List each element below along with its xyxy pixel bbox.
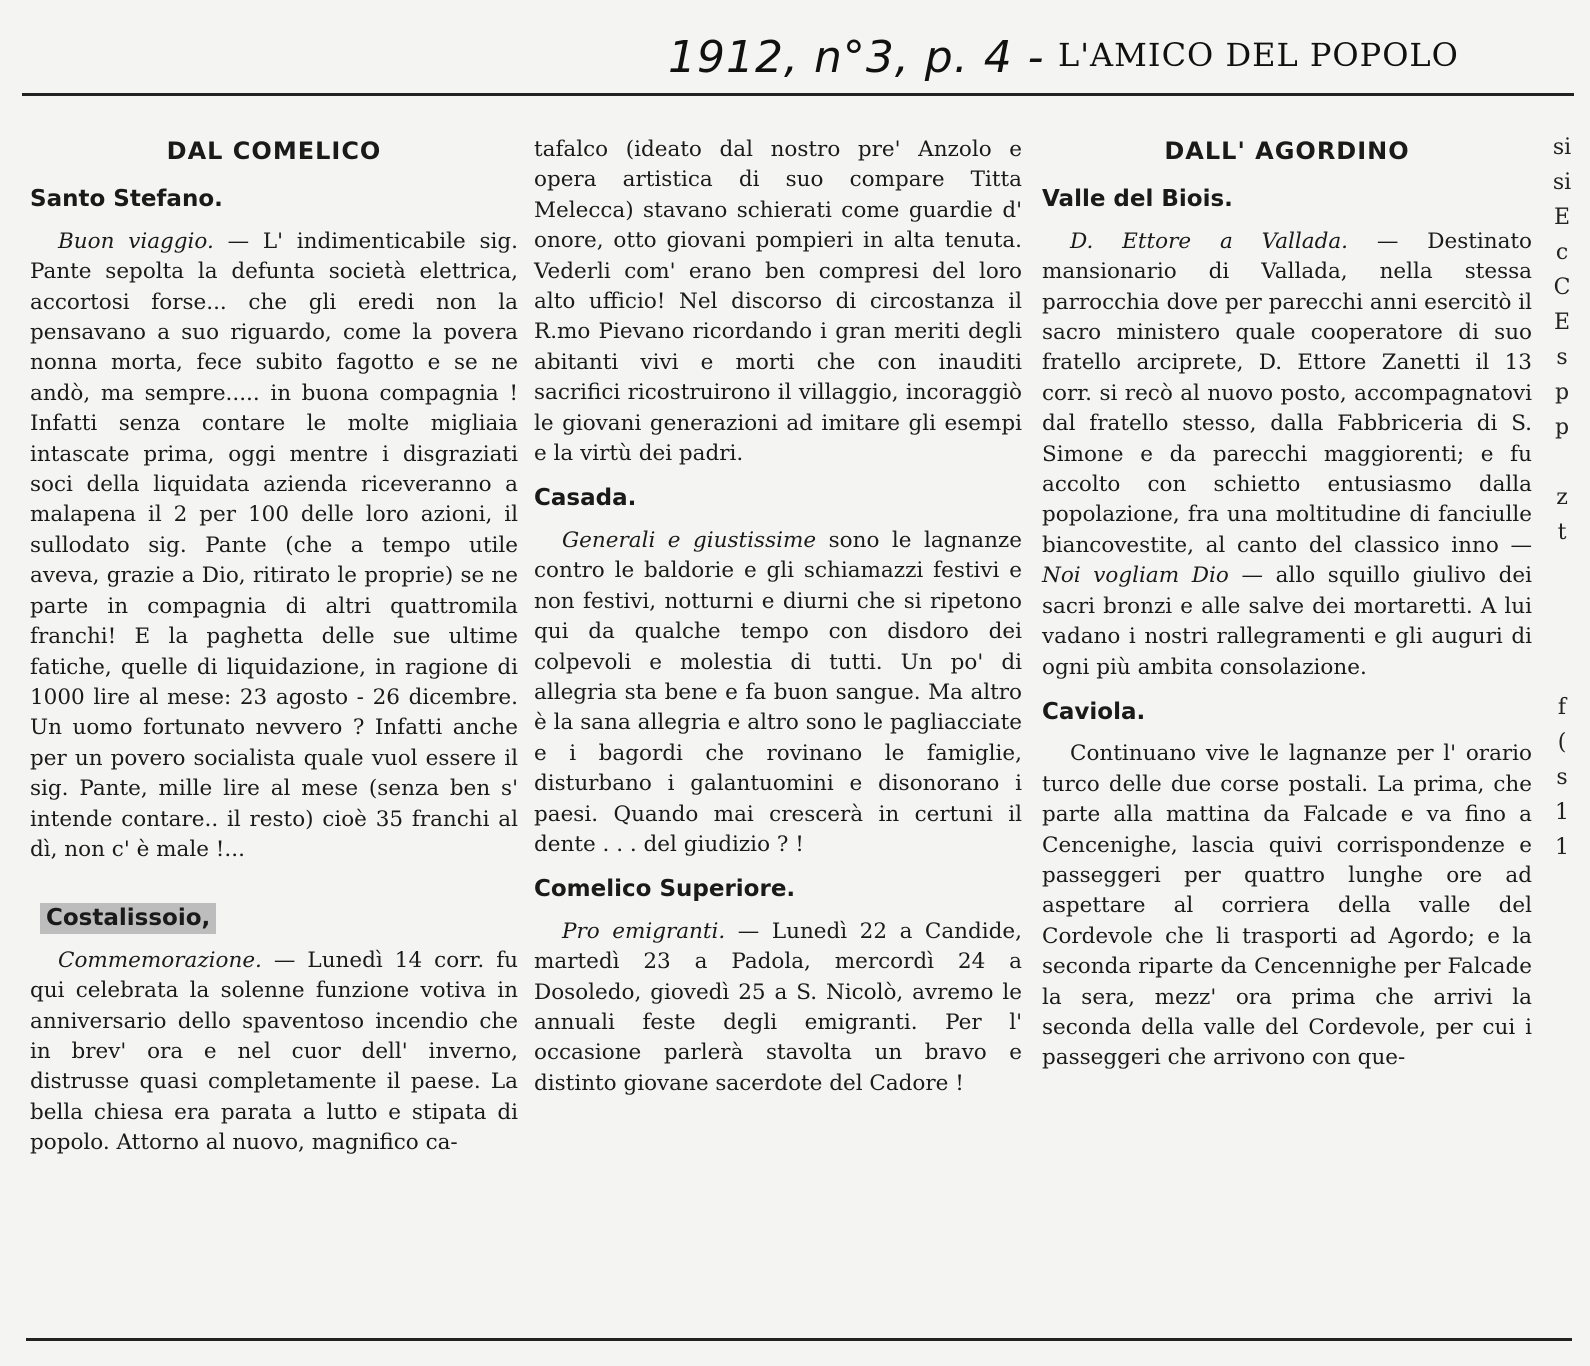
article-text: — allo squillo giulivo dei sacri bronzi e alle salve dei mortaretti. A lui vadano i nostri rallegramenti e gli auguri di ogni più ambita consolazione. — [1042, 563, 1533, 680]
edge-fragment: si — [1552, 135, 1572, 160]
edge-fragment: E — [1553, 310, 1571, 335]
article-lead: Buon viaggio. — [58, 228, 214, 254]
edge-gap — [1542, 550, 1582, 690]
newspaper-masthead: L'AMICO DEL POPOLO — [1058, 36, 1459, 74]
article-place-casada: Casada. — [534, 485, 637, 512]
article-text: — Lunedì 14 corr. fu qui celebrata la solenne funzione votiva in anniversario dello spaventoso incendio che in brev' ora e nel cuor dell' inverno, distrusse quasi completamente il paese. La bella chiesa era parata a lutto e stipata di popolo. Attorno al nuovo, magnifico ca- — [30, 947, 518, 1156]
article-body-santo-stefano — [30, 227, 518, 866]
article-place-santo-stefano: Santo Stefano. — [30, 186, 223, 213]
article-lead: D. Ettore a Vallada. — [1070, 228, 1348, 254]
article-place-valle-del-biois: Valle del Biois. — [1042, 186, 1233, 213]
edge-fragment: ( — [1557, 730, 1567, 755]
edge-fragment: C — [1553, 275, 1571, 300]
section-title-agordino: DALL' AGORDINO — [1164, 137, 1410, 165]
edge-fragment: c — [1555, 240, 1569, 265]
section-title-comelico: DAL COMELICO — [166, 137, 382, 165]
article-body-costalissoio — [30, 946, 518, 1159]
edge-fragment: 1 — [1555, 800, 1569, 825]
article-body-casada — [534, 526, 1022, 860]
edge-fragment: p — [1554, 415, 1570, 440]
hymn-title: Noi vogliam Dio — [1042, 563, 1229, 589]
edge-fragment: si — [1552, 170, 1572, 195]
article-place-caviola: Caviola. — [1042, 698, 1146, 725]
article-text: — Destinato mansionario di Vallada, nella stessa parrocchia dove per parecchi anni esercitò il sacro ministero quale cooperatore di suo fratello arciprete, D. Ettore Zanetti il 13 corr. si recò al nuovo posto, accompagnatovi dal fratello stesso, dalla Fabbriceria di S. Simone e da parecchi maggiorenti; e fu accolto con schietto entusiasmo dalla popolazione, fra una moltitudine di fanciulle biancovestite, al canto del classico inno — — [1042, 228, 1532, 558]
column-2 — [534, 135, 1022, 1109]
handwritten-annotation: 1912, n°3, p. 4 - — [668, 32, 1045, 83]
edge-fragment: f — [1557, 695, 1567, 720]
column-1 — [30, 128, 518, 1169]
article-lead: Generali e giustissime — [562, 527, 817, 553]
article-lead: Pro emigranti. — [562, 918, 726, 944]
edge-fragment: s — [1556, 345, 1568, 370]
article-body-caviola: Continuano vive le lagnanze per l' orario turco delle due corse postali. La prima, che parte alla mattina da Falcade e va fino a Cencenighe, lascia quivi corrispondenze e passeggeri per quattro lunghe ore ad aspettare al corriera della valle del Cordevole che li trasporti ad Agordo; e la seconda riparte da Cencennighe per Falcade la sera, mezz' ora prima che arrivi la seconda della valle del Cordevole, per cui i passeggeri che arrivono con que- — [1042, 741, 1532, 1071]
article-text: — Lunedì 22 a Candide, martedì 23 a Padola, mercordì 24 a Dosoledo, giovedì 25 a S. Nicolò, avremo le annuali feste degli emigranti. Per l' occasione parlerà stavolta un bravo e distinto giovane sacerdote del Cadore ! — [534, 918, 1022, 1096]
article-text: sono le lagnanze contro le baldorie e gli schiamazzi festivi e non festivi, notturni e diurni che si ripetono qui da qualche tempo con disdoro dei colpevoli e molestia di tutti. Un po' di allegria sta bene e fa buon sangue. Ma altro è la sana allegria e altro sono le pagliacciate e i bagordi che rovinano le famiglie, disturbano i galantuomini e disonorano i paesi. Quando mai crescerà in certuni il dente . . . del giudizio ? ! — [534, 527, 1022, 857]
edge-fragment: 1 — [1555, 835, 1569, 860]
article-lead: Commemorazione. — [58, 947, 262, 973]
article-continuation: tafalco (ideato dal nostro pre' Anzolo e opera artistica di suo compare Titta Melecca) stavano schierati come guardie d' onore, otto giovani pompieri in alta tenuta. Vederli com' erano ben compresi del loro alto ufficio! Nel discorso di circostanza il R.mo Pievano ricordando i gran meriti degli abitanti vivi e morti che con inauditi sacrifici ricostruirono il villaggio, incoraggiò le giovani generazioni ad imitare gli esempi e la virtù dei padri. — [534, 137, 1022, 467]
edge-gap — [1542, 445, 1582, 480]
article-text: — L' indimenticabile sig. Pante sepolta la defunta società elettrica, accortosi forse... che gli eredi non la pensavano a suo riguardo, come la povera nonna morta, fece subito fagotto e se ne andò, ma sempre..... in buona compagnia ! Infatti senza contare le molte migliaia intascate prima, oggi mentre i disgraziati soci della liquidata azienda riceveranno a malapena il 2 per 100 delle loro azioni, il sullodato sig. Pante (che a tempo utile aveva, grazie a Dio, ritirato le proprie) se ne parte in compagnia di altri quattromila franchi! E la paghetta delle sue ultime fatiche, quelle di liquidazione, in ragione di 1000 lire al mese: 23 agosto - 26 dicembre. Un uomo fortunato nevvero ? Infatti anche per un povero socialista quale vuol essere il sig. Pante, mille lire al mese (senza ben s' intende contare.. il resto) cioè 35 franchi al dì, non c' è male !... — [30, 228, 518, 862]
edge-fragment: E — [1553, 205, 1571, 230]
article-place-costalissoio: Costalissoio, — [40, 903, 216, 933]
article-place-comelico-superiore: Comelico Superiore. — [534, 876, 796, 903]
edge-fragment: s — [1556, 765, 1568, 790]
bottom-rule — [26, 1338, 1572, 1341]
edge-fragment: z — [1556, 485, 1568, 510]
cropped-edge-fragments — [1542, 130, 1582, 865]
top-rule — [22, 93, 1574, 96]
edge-fragment: p — [1554, 380, 1570, 405]
article-body-comelico-superiore — [534, 917, 1022, 1099]
edge-fragment: t — [1557, 520, 1567, 545]
column-3 — [1042, 128, 1532, 1084]
article-body-vallada — [1042, 227, 1532, 683]
